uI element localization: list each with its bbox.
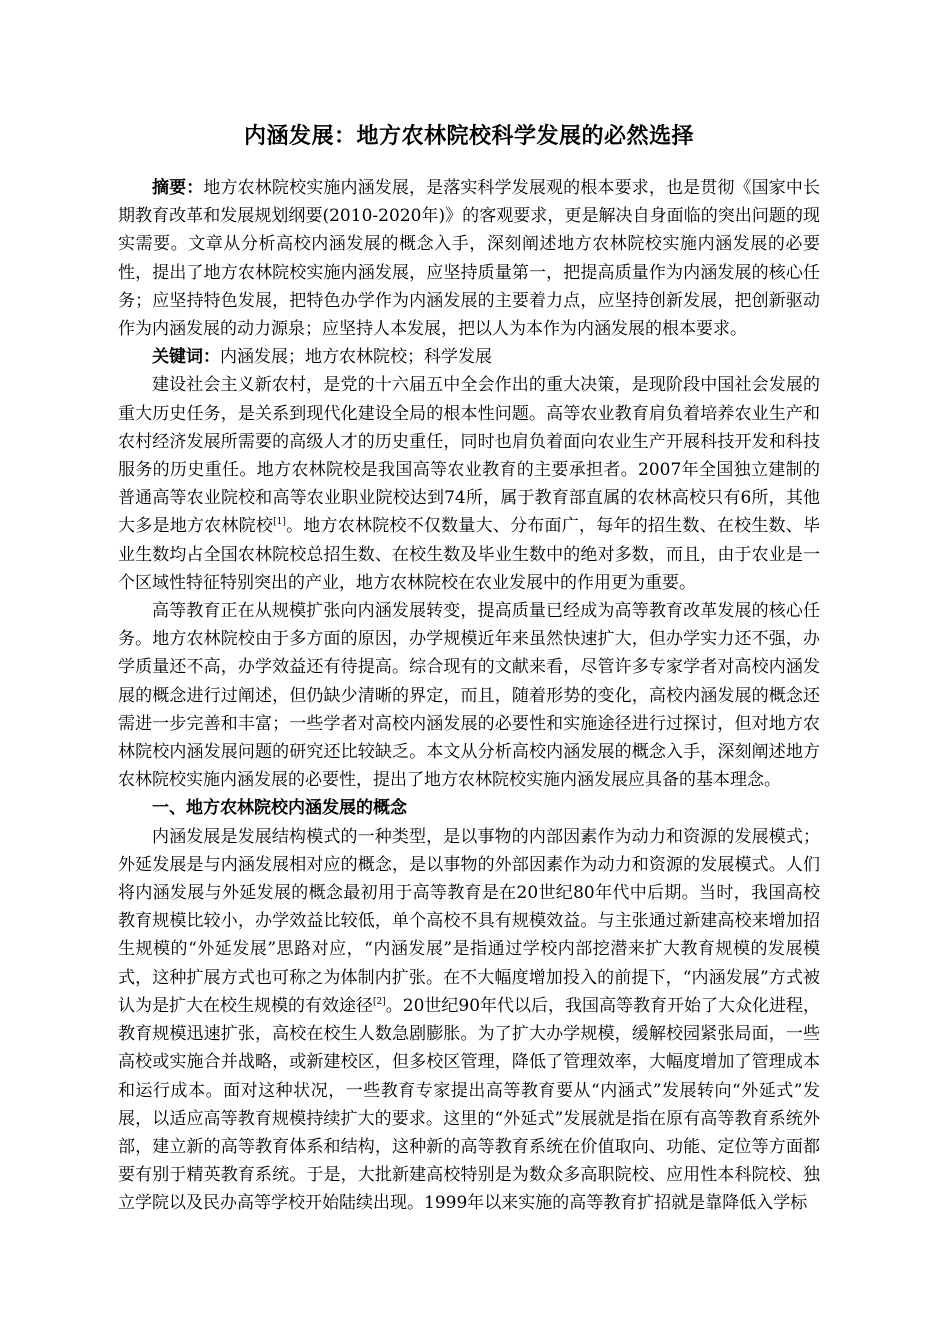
abstract-label: 摘要： (152, 178, 204, 198)
citation-ref-1: [1] (273, 517, 286, 528)
section-heading-1: 一、地方农林院校内涵发展的概念 (152, 798, 407, 819)
body-paragraph-1 (118, 371, 820, 597)
body-paragraph-2: 高等教育正在从规模扩张向内涵发展转变，提高质量已经成为高等教育改革发展的核心任务。地方农林院校由于多方面的原因，办学规模近年来虽然快速扩大，但办学实力还不强，办学质量还不高，办学效益还有待提高。综合现有的文献来看，尽管许多专家学者对高校内涵发展的概念进行过阐述，但仍缺少清晰的界定，而且，随着形势的变化，高校内涵发展的概念还需进一步完善和丰富；一些学者对高校内涵发展的必要性和实施途径进行过探讨，但对地方农林院校内涵发展问题的研究还比较缺乏。本文从分析高校内涵发展的概念入手，深刻阐述地方农林院校实施内涵发展的必要性，提出了地方农林院校实施内涵发展应具备的基本理念。 (118, 601, 820, 791)
citation-ref-2: [2] (373, 996, 386, 1007)
keywords-label: 关键词： (152, 347, 220, 368)
keywords-paragraph (118, 343, 820, 371)
keywords-text: 内涵发展；地方农林院校；科学发展 (220, 347, 492, 368)
paragraph-text: 建设社会主义新农村，是党的十六届五中全会作出的重大决策，是现阶段中国社会发展的重大历史任务，是关系到现代化建设全局的根本性问题。高等农业教育肩负着培养农业生产和农村经济发展所需要的高级人才的历史重任，同时也肩负着面向农业生产开展科技开发和科技服务的历史重任。地方农林院校是我国高等农业教育的主要承担者。2007年全国独立建制的普通高等农业院校和高等农业职业院校达到74所，属于教育部直属的农林高校只有6所，其他大多是地方农林院校 (118, 375, 820, 537)
body-paragraph-3 (118, 823, 820, 1218)
abstract-text: 地方农林院校实施内涵发展，是落实科学发展观的根本要求，也是贯彻《国家中长期教育改革和发展规划纲要(2010-2020年)》的客观要求，更是解决自身面临的突出问题的现实需要。文章从分析高校内涵发展的概念入手，深刻阐述地方农林院校实施内涵发展的必要性，提出了地方农林院校实施内涵发展，应坚持质量第一，把提高质量作为内涵发展的核心任务；应坚持特色发展，把特色办学作为内涵发展的主要着力点，应坚持创新发展，把创新驱动作为内涵发展的动力源泉；应坚持人本发展，把以人为本作为内涵发展的根本要求。 (118, 178, 821, 340)
paragraph-text: 内涵发展是发展结构模式的一种类型，是以事物的内部因素作为动力和资源的发展模式；外延发展是与内涵发展相对应的概念，是以事物的外部因素作为动力和资源的发展模式。人们将内涵发展与外延发展的概念最初用于高等教育是在20世纪80年代中后期。当时，我国高校教育规模比较小，办学效益比较低，单个高校不具有规模效益。与主张通过新建高校来增加招生规模的“外延发展”思路对应，“内涵发展”是指通过学校内部挖潜来扩大教育规模的发展模式，这种扩展方式也可称之为体制内扩张。在不大幅度增加投入的前提下，“内涵发展”方式被认为是扩大在校生规模的有效途径 (118, 826, 820, 1016)
paragraph-text: 。20世纪90年代以后，我国高等教育开始了大众化进程，教育规模迅速扩张，高校在校生人数急剧膨胀。为了扩大办学规模，缓解校园紧张局面，一些高校或实施合并战略，或新建校区，但多校区管理，降低了管理效率，大幅度增加了管理成本和运行成本。面对这种状况，一些教育专家提出高等教育要从“内涵式”发展转向“外延式”发展，以适应高等教育规模持续扩大的要求。这里的“外延式”发展就是指在原有高等教育系统外部，建立新的高等教育体系和结构，这种新的高等教育系统在价值取向、功能、定位等方面都要有别于精英教育系统。于是，大批新建高校特别是为数众多高职院校、应用性本科院校、独立学院以及民办高等学校开始陆续出现。1999年以来实施的高等教育扩招就是靠降低入学标 (118, 995, 821, 1214)
abstract-paragraph (118, 174, 820, 343)
paragraph-text: 。地方农林院校不仅数量大、分布面广，每年的招生数、在校生数、毕业生数均占全国农林院校总招生数、在校生数及毕业生数中的绝对多数，而且，由于农业是一个区域性特征特别突出的产业，地方农林院校在农业发展中的作用更为重要。 (118, 516, 821, 593)
paper-title: 内涵发展：地方农林院校科学发展的必然选择 (243, 124, 694, 149)
